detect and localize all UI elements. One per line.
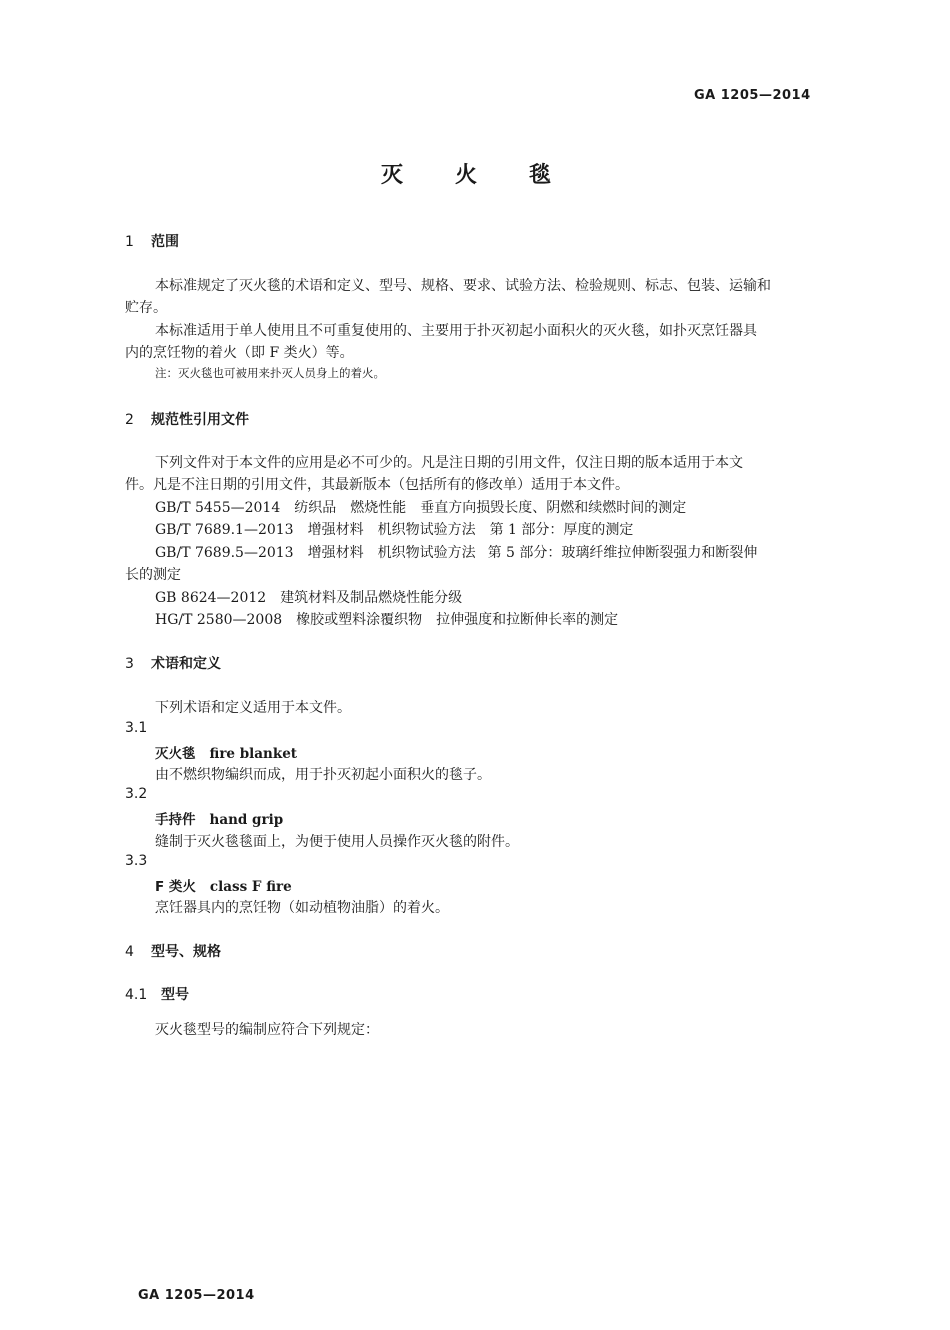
scope-paragraph-1-line-1: 本标准规定了灭火毯的术语和定义、型号、规格、要求、试验方法、检验规则、标志、包装、运输和 [155, 278, 771, 294]
scope-paragraph-2-line-2: 内的烹饪物的着火（即 F 类火）等。 [125, 345, 354, 361]
reference-item [155, 609, 618, 629]
reference-title-part: 燃烧性能 [350, 500, 407, 516]
section-number: 2 [125, 412, 134, 428]
reference-item-continuation: 长的测定 [125, 567, 181, 583]
reference-item [155, 587, 462, 607]
section-title: 范围 [151, 234, 179, 250]
reference-title-part: 机织物试验方法 [377, 545, 476, 561]
section-number: 4 [125, 944, 134, 960]
footer-standard-code: GA 1205—2014 [138, 1288, 255, 1303]
references-intro-line-1: 下列文件对于本文件的应用是必不可少的。凡是注日期的引用文件，仅注日期的版本适用于本文 [155, 455, 743, 471]
reference-code: GB 8624—2012 [155, 590, 267, 606]
reference-code: GB/T 5455—2014 [155, 500, 281, 516]
term-name-zh: F 类火 [155, 879, 196, 895]
reference-title-part: 增强材料 [307, 522, 364, 538]
terms-intro: 下列术语和定义适用于本文件。 [155, 700, 351, 716]
reference-item [155, 542, 757, 562]
reference-title-part: 第 5 部分：玻璃纤维拉伸断裂强力和断裂伸 [487, 545, 758, 561]
section-2-heading [125, 409, 249, 429]
reference-title-part: 纺织品 [294, 500, 337, 516]
reference-title-part: 机织物试验方法 [377, 522, 476, 538]
section-number: 1 [125, 234, 134, 250]
header-standard-code: GA 1205—2014 [694, 88, 811, 103]
section-3-heading [125, 653, 221, 673]
reference-title-part: 增强材料 [307, 545, 364, 561]
reference-title-part: 建筑材料及制品燃烧性能分级 [280, 590, 463, 606]
reference-title-part: 第 1 部分：厚度的测定 [489, 522, 634, 538]
scope-paragraph-2-line-1: 本标准适用于单人使用且不可重复使用的、主要用于扑灭初起小面积火的灭火毯，如扑灭烹饪器具 [155, 323, 757, 339]
reference-item [155, 519, 633, 539]
term-number: 3.3 [125, 853, 148, 869]
references-intro-line-2: 件。凡是不注日期的引用文件，其最新版本（包括所有的修改单）适用于本文件。 [125, 477, 629, 493]
term-heading [155, 742, 297, 762]
reference-title-part: 拉伸强度和拉断伸长率的测定 [436, 612, 619, 628]
page-title: 灭火毯 [381, 163, 604, 188]
section-title: 型号、规格 [151, 944, 221, 960]
reference-code: GB/T 7689.1—2013 [155, 522, 294, 538]
scope-paragraph-1-line-2: 贮存。 [125, 300, 167, 316]
subsection-number: 4.1 [125, 987, 148, 1003]
section-title: 规范性引用文件 [151, 412, 249, 428]
reference-item [155, 497, 686, 517]
reference-title-part: 垂直方向损毁长度、阴燃和续燃时间的测定 [420, 500, 687, 516]
section-1-heading [125, 231, 179, 251]
term-definition: 由不燃织物编织而成，用于扑灭初起小面积火的毯子。 [155, 767, 491, 783]
term-definition: 缝制于灭火毯毯面上，为便于使用人员操作灭火毯的附件。 [155, 834, 519, 850]
section-title: 术语和定义 [151, 656, 221, 672]
term-name-zh: 灭火毯 [155, 746, 196, 762]
term-heading [155, 875, 292, 895]
subsection-title: 型号 [161, 987, 189, 1003]
scope-note: 注：灭火毯也可被用来扑灭人员身上的着火。 [155, 366, 385, 380]
reference-code: HG/T 2580—2008 [155, 612, 283, 628]
term-name-en: fire blanket [209, 746, 298, 762]
term-heading [155, 808, 283, 828]
term-definition: 烹饪器具内的烹饪物（如动植物油脂）的着火。 [155, 900, 449, 916]
model-rule-text: 灭火毯型号的编制应符合下列规定： [155, 1022, 379, 1038]
subsection-4-1-heading [125, 984, 189, 1004]
term-name-en: hand grip [209, 812, 284, 828]
term-number: 3.1 [125, 720, 148, 736]
term-name-zh: 手持件 [155, 812, 196, 828]
reference-code: GB/T 7689.5—2013 [155, 545, 294, 561]
section-number: 3 [125, 656, 134, 672]
reference-title-part: 橡胶或塑料涂覆织物 [296, 612, 423, 628]
term-name-en: class F fire [209, 879, 292, 895]
term-number: 3.2 [125, 786, 148, 802]
section-4-heading [125, 941, 221, 961]
